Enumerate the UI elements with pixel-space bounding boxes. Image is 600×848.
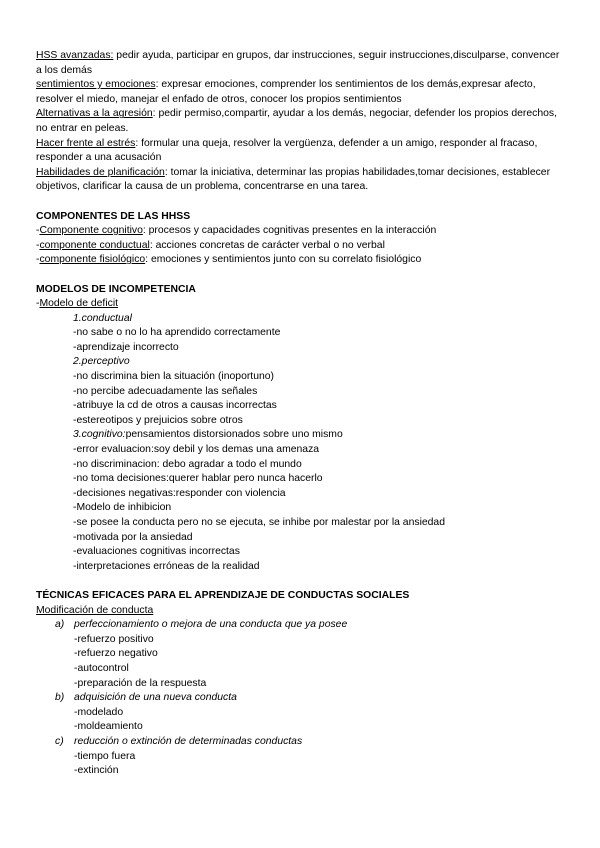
document-body (36, 49, 566, 779)
section-heading-tecnicas: TÉCNICAS EFICACES PARA EL APRENDIZAJE DE CONDUCTAS SOCIALES (36, 589, 410, 601)
list-item: -decisiones negativas:responder con violencia (73, 487, 286, 499)
hss-item (36, 166, 566, 195)
hss-term: sentimientos y emociones (36, 79, 156, 91)
hss-text: : expresar emociones, comprender los sentimientos de los demás,expresar afecto, resolver el miedo, manejar el enfado de otros, conocer los propios sentimientos (36, 79, 536, 105)
hss-item (36, 49, 566, 78)
list-item: -modelado (74, 706, 124, 718)
hss-term: Habilidades de planificación (36, 166, 165, 178)
tecnicas-subtitle: Modificación de conducta (36, 604, 154, 616)
hss-term: HSS avanzadas: (36, 50, 114, 61)
componente-term: componente conductual (39, 239, 150, 251)
tecnica-group-heading (36, 618, 566, 633)
componente-term: componente fisiológico (39, 254, 146, 266)
list-item: -preparación de la respuesta (74, 677, 207, 689)
perceptivo-label: 2.perceptivo (73, 356, 130, 368)
componente-text: : emociones y sentimientos junto con su correlato fisiológico (145, 254, 422, 266)
list-item: -no toma decisiones:querer hablar pero nunca hacerlo (73, 473, 323, 485)
list-item: -Modelo de inhibicion (73, 502, 172, 514)
list-marker: c) (55, 735, 64, 747)
componente-prefix: - (36, 225, 40, 237)
list-marker: a) (55, 619, 65, 631)
tecnica-group-heading (36, 735, 566, 750)
list-item: -motivada por la ansiedad (73, 531, 193, 543)
list-item: -no percibe adecuadamente las señales (73, 385, 258, 397)
spacer (36, 195, 566, 210)
cognitivo-text: pensamientos distorsionados sobre uno mismo (125, 429, 343, 441)
list-item: -atribuye la cd de otros a causas incorrectas (73, 400, 277, 412)
subtitle-prefix: - (36, 298, 40, 310)
componente-item (36, 224, 566, 239)
list-item: -aprendizaje incorrecto (73, 341, 179, 353)
list-marker: b) (55, 692, 65, 704)
modelo-subtitle (36, 297, 566, 312)
componente-text: : procesos y capacidades cognitivas presentes en la interacción (142, 225, 437, 237)
list-item: -no discrimina bien la situación (inoportuno) (73, 371, 274, 383)
hss-term: Alternativas a la agresión (36, 108, 153, 120)
cognitivo-line (36, 428, 566, 443)
list-item: -no sabe o no lo ha aprendido correctamente (73, 327, 281, 339)
hss-text: : formular una queja, resolver la vergüenza, defender a un amigo, responder al fracaso, responder a una acusación (36, 137, 538, 164)
tecnica-group-label: perfeccionamiento o mejora de una conducta que ya posee (74, 619, 348, 631)
tecnica-group-label: adquisición de una nueva conducta (74, 692, 237, 704)
section-heading-modelos: MODELOS DE INCOMPETENCIA (36, 283, 196, 295)
componente-term: Componente cognitivo (39, 225, 143, 237)
hss-term: Hacer frente al estrés (36, 137, 136, 149)
list-item: -se posee la conducta pero no se ejecuta, se inhibe por malestar por la ansiedad (73, 517, 445, 528)
list-item: -refuerzo positivo (74, 633, 154, 645)
list-item: -interpretaciones erróneas de la realidad (73, 560, 260, 572)
section-heading-componentes: COMPONENTES DE LAS HHSS (36, 210, 191, 222)
list-item: -tiempo fuera (74, 750, 136, 762)
hss-item (36, 78, 566, 107)
list-item: -error evaluacion:soy debil y los demas una amenaza (73, 444, 320, 456)
tecnicas-list (36, 618, 566, 779)
subtitle-text: Modelo de deficit (39, 298, 119, 310)
hss-item (36, 137, 566, 166)
hss-text: : tomar la iniciativa, determinar las propias habilidades,tomar decisiones, establecer objetivos, clarificar la causa de un problema, concentrarse en una tarea. (36, 166, 551, 193)
list-item: -no discriminacion: debo agradar a todo el mundo (73, 458, 302, 470)
spacer (36, 574, 566, 589)
tecnica-group-heading (36, 691, 566, 706)
componente-prefix: - (36, 254, 40, 266)
spacer (36, 268, 566, 283)
list-item: -refuerzo negativo (74, 648, 158, 660)
tecnica-group-label: reducción o extinción de determinadas conductas (74, 735, 303, 747)
cognitivo-label: 3.cognitivo: (73, 429, 126, 441)
list-item: -extinción (74, 765, 119, 777)
conductual-label: 1.conductual (73, 312, 132, 324)
list-item: -estereotipos y prejuicios sobre otros (73, 414, 243, 426)
hss-item (36, 107, 566, 136)
list-item: -moldeamiento (74, 721, 143, 733)
list-item: -autocontrol (74, 662, 129, 674)
componente-text: : acciones concretas de carácter verbal o no verbal (149, 239, 385, 251)
hss-text: pedir ayuda, participar en grupos, dar instrucciones, seguir instrucciones,disculparse, convencer a los demás (36, 50, 560, 76)
hss-text: : pedir permiso,compartir, ayudar a los demás, negociar, defender los propios derechos, no entrar en peleas. (36, 108, 557, 134)
list-item: -evaluaciones cognitivas incorrectas (73, 546, 240, 558)
componente-item (36, 253, 566, 268)
componente-item (36, 239, 566, 254)
componente-prefix: - (36, 239, 40, 251)
